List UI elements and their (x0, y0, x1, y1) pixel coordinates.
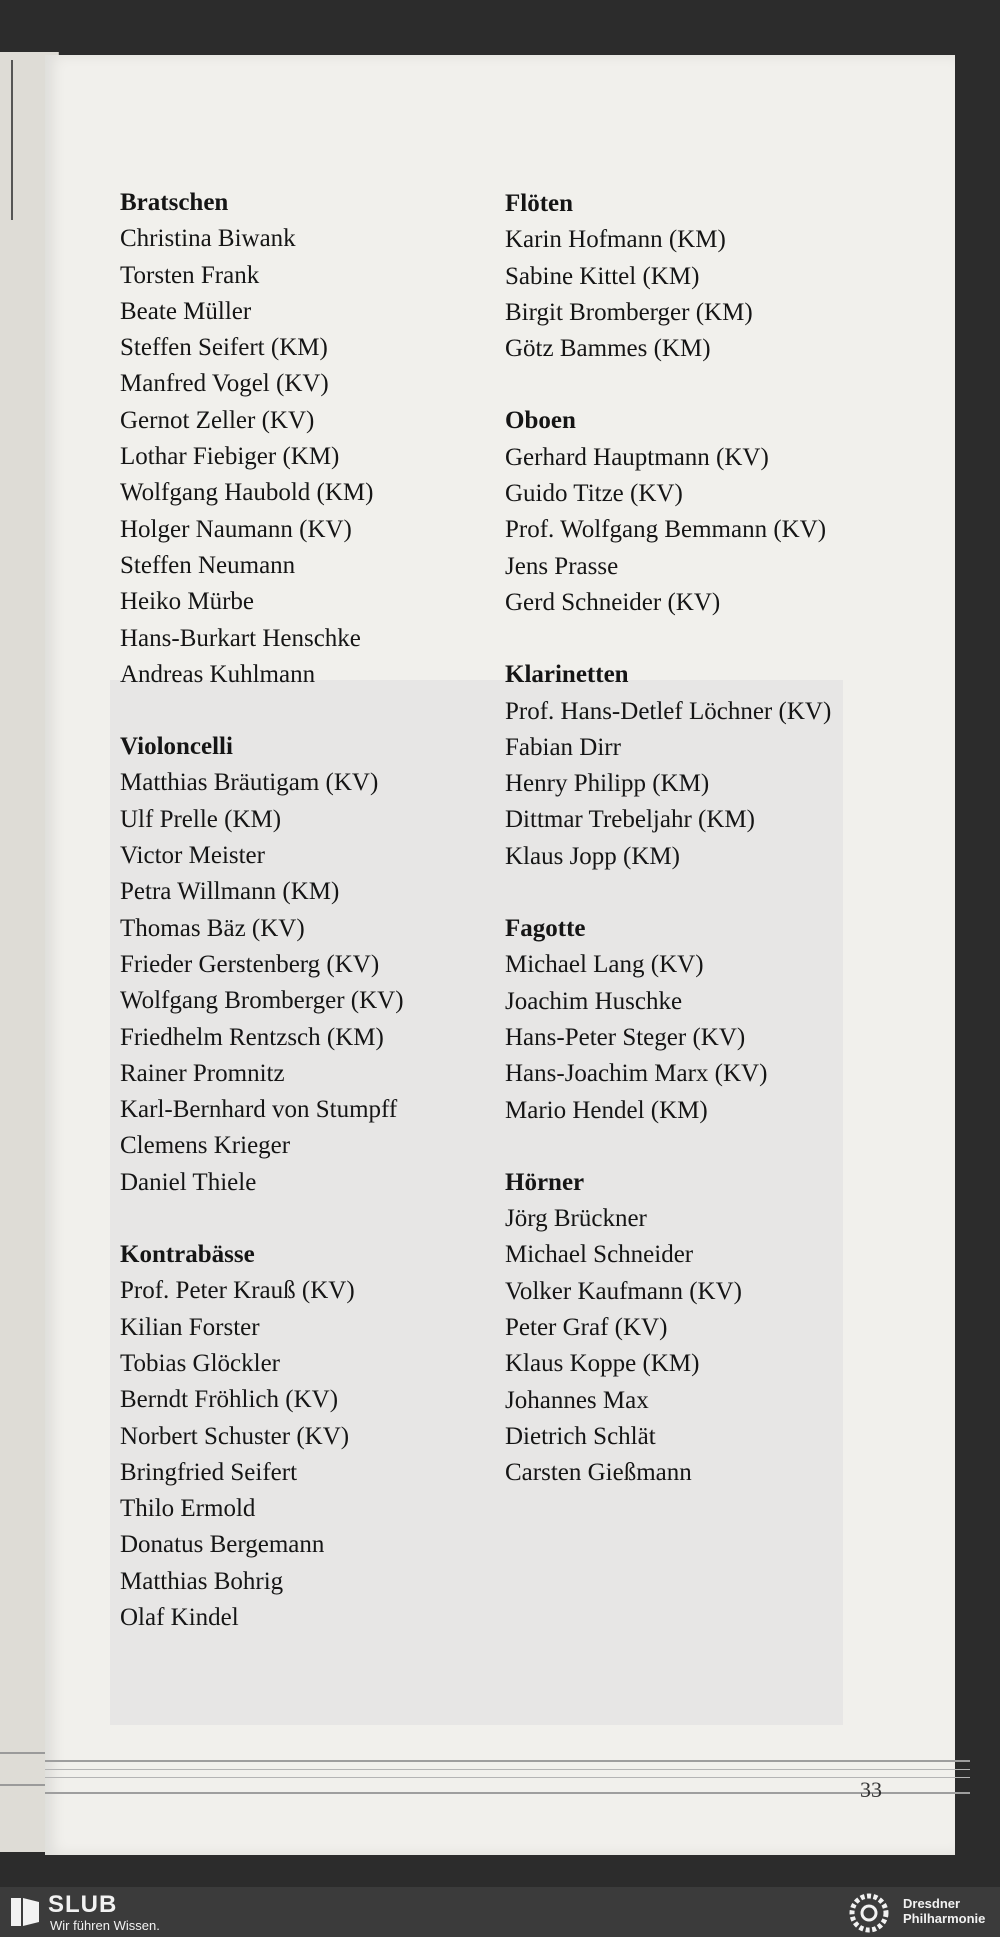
section (505, 1165, 905, 1492)
member-name: Christina Biwank (120, 225, 296, 253)
member-name: Matthias Bohrig (120, 1567, 284, 1595)
member-name: Beate Müller (120, 297, 252, 325)
section (505, 911, 905, 1129)
member-name: Prof. Hans-Detlef Löchner (KV) (505, 697, 832, 725)
member-name: Bringfried Seifert (120, 1458, 298, 1486)
member-name: Petra Willmann (KM) (120, 878, 340, 906)
member-name: Gerd Schneider (KV) (505, 588, 721, 616)
section-title: Kontrabässe (120, 1241, 255, 1269)
slub-tagline: Wir führen Wissen. (50, 1918, 160, 1933)
section-title: Violoncelli (120, 733, 233, 761)
member-name: Carsten Gießmann (505, 1459, 692, 1487)
member-name: Hans-Peter Steger (KV) (505, 1023, 746, 1051)
member-name: Dietrich Schlät (505, 1422, 656, 1450)
right-column (505, 186, 905, 1528)
member-name: Lothar Fiebiger (KM) (120, 443, 340, 471)
member-name: Johannes Max (505, 1386, 649, 1414)
section-title: Fagotte (505, 915, 586, 943)
member-name: Mario Hendel (KM) (505, 1096, 708, 1124)
section-title: Klarinetten (505, 661, 629, 689)
partner-name-line2: Philharmonie (903, 1911, 986, 1926)
member-name: Torsten Frank (120, 261, 260, 289)
section-title: Flöten (505, 190, 574, 217)
section (120, 185, 520, 693)
member-name: Hans-Burkart Henschke (120, 624, 361, 652)
member-name: Karl-Bernhard von Stumpff (120, 1096, 398, 1124)
section-title: Bratschen (120, 189, 229, 216)
member-name: Norbert Schuster (KV) (120, 1422, 350, 1450)
member-name: Hans-Joachim Marx (KV) (505, 1060, 768, 1088)
member-name: Rainer Promnitz (120, 1059, 285, 1087)
member-name: Volker Kaufmann (KV) (505, 1277, 742, 1305)
member-name: Prof. Peter Krauß (KV) (120, 1277, 355, 1305)
slub-name: SLUB (48, 1891, 118, 1918)
member-name: Joachim Huschke (505, 987, 683, 1015)
dresdner-philharmonie-logo-icon (843, 1893, 895, 1933)
member-name: Sabine Kittel (KM) (505, 262, 700, 290)
member-name: Thilo Ermold (120, 1495, 256, 1523)
member-name: Friedhelm Rentzsch (KM) (120, 1023, 384, 1051)
member-name: Olaf Kindel (120, 1603, 239, 1631)
left-column (120, 185, 520, 1672)
section (120, 729, 520, 1201)
member-name: Tobias Glöckler (120, 1349, 281, 1377)
partner-name-line1: Dresdner (903, 1896, 961, 1911)
member-name: Michael Lang (KV) (505, 951, 704, 979)
member-name: Dittmar Trebeljahr (KM) (505, 806, 755, 834)
bottom-rules (45, 1760, 970, 1794)
member-name: Heiko Mürbe (120, 588, 254, 616)
member-name: Peter Graf (KV) (505, 1314, 668, 1342)
member-name: Jens Prasse (505, 552, 619, 580)
member-name: Victor Meister (120, 842, 265, 870)
member-name: Berndt Fröhlich (KV) (120, 1386, 339, 1414)
member-name: Matthias Bräutigam (KV) (120, 769, 379, 797)
member-name: Steffen Neumann (120, 551, 296, 579)
member-name: Thomas Bäz (KV) (120, 914, 305, 942)
member-name: Gernot Zeller (KV) (120, 406, 315, 434)
member-name: Klaus Jopp (KM) (505, 842, 680, 870)
member-name: Ulf Prelle (KM) (120, 805, 282, 833)
member-name: Guido Titze (KV) (505, 480, 683, 508)
member-name: Steffen Seifert (KM) (120, 334, 328, 362)
member-name: Clemens Krieger (120, 1132, 291, 1160)
page-number: 33 (860, 1777, 882, 1802)
member-name: Götz Bammes (KM) (505, 335, 711, 363)
member-name: Gerhard Hauptmann (KV) (505, 443, 769, 471)
partner-name (903, 1896, 985, 1926)
member-name: Fabian Dirr (505, 733, 621, 761)
member-name: Jörg Brückner (505, 1205, 647, 1233)
section-title: Oboen (505, 407, 576, 435)
member-name: Holger Naumann (KV) (120, 515, 352, 543)
section (505, 657, 905, 875)
member-name: Daniel Thiele (120, 1168, 257, 1196)
member-name: Klaus Koppe (KM) (505, 1350, 700, 1378)
member-name: Manfred Vogel (KV) (120, 370, 329, 398)
member-name: Frieder Gerstenberg (KV) (120, 950, 380, 978)
member-name: Karin Hofmann (KM) (505, 226, 726, 254)
member-name: Birgit Bromberger (KM) (505, 298, 753, 326)
section-title: Hörner (505, 1168, 585, 1196)
page-edge-mark (11, 60, 13, 220)
section (505, 403, 905, 621)
member-name: Wolfgang Haubold (KM) (120, 479, 374, 507)
slub-logo-icon (10, 1896, 40, 1928)
member-name: Wolfgang Bromberger (KV) (120, 987, 404, 1015)
member-name: Kilian Forster (120, 1313, 260, 1341)
member-name: Andreas Kuhlmann (120, 660, 316, 688)
section (505, 186, 905, 367)
member-name: Prof. Wolfgang Bemmann (KV) (505, 516, 827, 544)
footer-bar (0, 1887, 1000, 1937)
member-name: Michael Schneider (505, 1241, 694, 1269)
member-name: Donatus Bergemann (120, 1531, 325, 1559)
section (120, 1237, 520, 1636)
member-name: Henry Philipp (KM) (505, 770, 710, 798)
